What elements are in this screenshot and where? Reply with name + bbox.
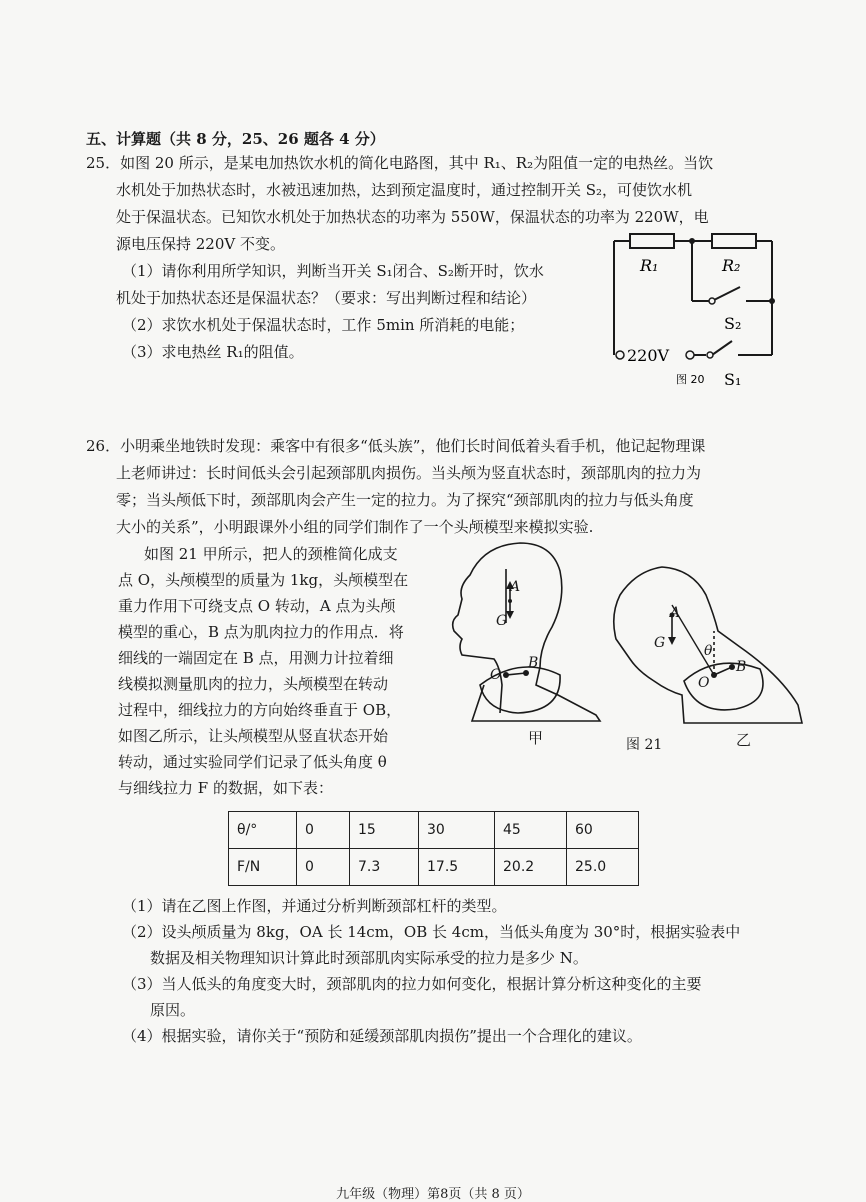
q26-para: 线模拟测量肌肉的拉力，头颅模型在转动 (118, 675, 389, 693)
fig20-caption: 图 20 (676, 373, 705, 386)
q26-line: 上老师讲过：长时间低头会引起颈部肌肉损伤。当头颅为竖直状态时，颈部肌肉的拉力为 (116, 464, 702, 482)
q26-question: 数据及相关物理知识计算此时颈部肌肉实际承受的拉力是多少 N。 (150, 949, 588, 967)
table-cell: 30 (419, 812, 495, 849)
label-o-tilted: O (698, 675, 710, 691)
q25-line: 水机处于加热状态时，水被迅速加热，达到预定温度时，通过控制开关 S₂，可使饮水机 (116, 181, 693, 199)
q25-line: 处于保温状态。已知饮水机处于加热状态的功率为 550W，保温状态的功率为 220W，电 (116, 208, 709, 226)
label-o-upright: O (490, 667, 502, 683)
q26-para: 模型的重心，B 点为肌肉拉力的作用点．将 (118, 623, 404, 641)
q26-question: 原因。 (150, 1001, 196, 1019)
page-footer: 九年级（物理）第8页（共 8 页） (336, 1187, 530, 1202)
table-cell: 45 (495, 812, 567, 849)
table-cell: 20.2 (495, 849, 567, 886)
table-cell: 17.5 (419, 849, 495, 886)
q26-para: 转动，通过实验同学们记录了低头角度 θ (118, 753, 387, 771)
circuit-diagram-fig20 (600, 225, 790, 395)
q25-sub: （1）请你利用所学知识，判断当开关 S₁闭合、S₂断开时，饮水 (122, 262, 544, 280)
label-jia: 甲 (528, 729, 544, 747)
table-row (229, 849, 639, 886)
q26-question: （2）设头颅质量为 8kg，OA 长 14cm，OB 长 4cm，当低头角度为 30°时，根据实验表中 (122, 923, 741, 941)
q25-sub: 机处于加热状态还是保温状态？（要求：写出判断过程和结论） (116, 289, 537, 307)
label-a-tilted: A (670, 605, 681, 621)
section-title: 五、计算题（共 8 分，25、26 题各 4 分） (86, 130, 385, 148)
data-table (228, 811, 639, 886)
q26-para: 点 O，头颅模型的质量为 1kg，头颅模型在 (118, 571, 409, 589)
q25-line: 25．如图 20 所示，是某电加热饮水机的简化电路图，其中 R₁、R₂为阻值一定的电热丝。当饮 (86, 154, 714, 172)
label-voltage: 220V (627, 346, 670, 365)
table-cell: F/N (229, 849, 297, 886)
q26-question: （3）当人低头的角度变大时，颈部肌肉的拉力如何变化，根据计算分析这种变化的主要 (122, 975, 702, 993)
q26-question: （4）根据实验，请你关于“预防和延缓颈部肌肉损伤”提出一个合理化的建议。 (122, 1027, 642, 1045)
q26-line: 大小的关系”，小明跟课外小组的同学们制作了一个头颅模型来模拟实验. (116, 518, 594, 536)
label-theta: θ (704, 643, 713, 659)
label-s1: S₁ (724, 370, 742, 389)
q26-para: 与细线拉力 F 的数据，如下表： (118, 779, 333, 797)
q26-question: （1）请在乙图上作图，并通过分析判断颈部杠杆的类型。 (122, 897, 507, 915)
table-cell: 7.3 (350, 849, 419, 886)
table-cell: θ/° (229, 812, 297, 849)
label-a-upright: A (510, 579, 521, 595)
table-cell: 15 (350, 812, 419, 849)
label-r2: R₂ (722, 256, 741, 275)
q26-para: 如图乙所示，让头颅模型从竖直状态开始 (118, 727, 389, 745)
label-g-upright: G (496, 613, 508, 629)
label-yi: 乙 (736, 731, 752, 749)
fig21-caption: 图 21 (626, 737, 663, 753)
q26-line: 26．小明乘坐地铁时发现：乘客中有很多“低头族”，他们长时间低着头看手机，他记起物理课 (86, 437, 706, 455)
label-s2: S₂ (724, 314, 742, 333)
q25-sub: （3）求电热丝 R₁的阻值。 (122, 343, 304, 361)
q26-para: 如图 21 甲所示，把人的颈椎简化成支 (144, 545, 398, 563)
label-r1: R₁ (640, 256, 659, 275)
q26-para: 过程中，细线拉力的方向始终垂直于 OB， (118, 701, 402, 719)
table-cell: 25.0 (567, 849, 639, 886)
head-model-diagram-fig21 (440, 535, 810, 760)
resistor-r1 (630, 234, 674, 248)
q26-line: 零；当头颅低下时，颈部肌肉会产生一定的拉力。为了探究“颈部肌肉的拉力与低头角度 (116, 491, 694, 509)
resistor-r2 (712, 234, 756, 248)
table-cell: 0 (297, 849, 350, 886)
q25-line: 源电压保持 220V 不变。 (116, 235, 285, 253)
q25-sub: （2）求饮水机处于保温状态时，工作 5min 所消耗的电能； (122, 316, 525, 334)
q26-para: 重力作用下可绕支点 O 转动，A 点为头颅 (118, 597, 396, 615)
table-cell: 0 (297, 812, 350, 849)
label-g-tilted: G (654, 635, 666, 651)
head-outline-upright (453, 543, 600, 721)
label-b-upright: B (528, 655, 539, 671)
table-cell: 60 (567, 812, 639, 849)
label-b-tilted: B (736, 659, 747, 675)
q26-para: 细线的一端固定在 B 点，用测力计拉着细 (118, 649, 394, 667)
table-row (229, 812, 639, 849)
